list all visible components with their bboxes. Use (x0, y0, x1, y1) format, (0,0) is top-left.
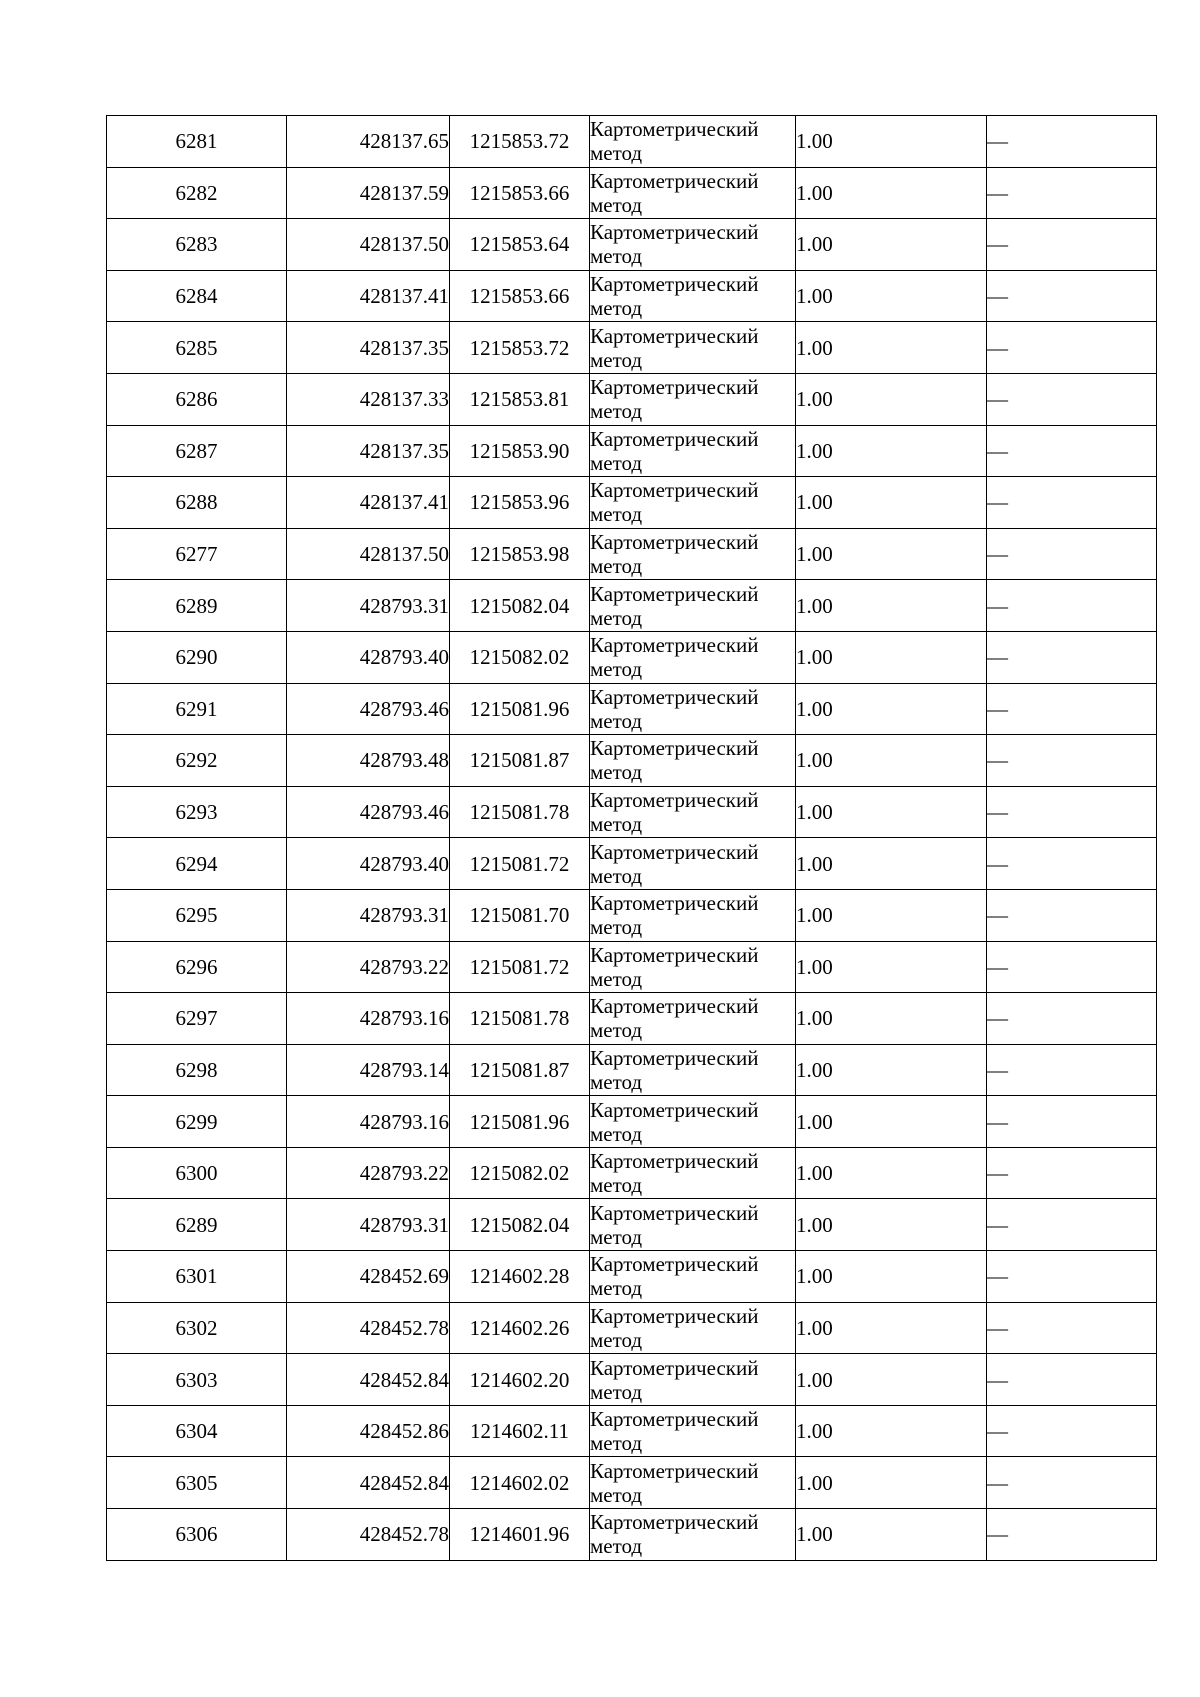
accuracy-cell: 1.00 (796, 528, 987, 580)
method-text-line: метод (590, 1482, 643, 1507)
method-text-line: метод (590, 1018, 643, 1043)
point-number-cell: 6294 (107, 838, 287, 890)
description-cell: — (987, 322, 1157, 374)
method-text-line: метод (590, 915, 643, 940)
description-cell: — (987, 631, 1157, 683)
y-coordinate-cell: 1215853.72 (450, 116, 590, 168)
method-text-line: Картометрический (590, 117, 759, 142)
accuracy-cell: 1.00 (796, 116, 987, 168)
table-row (107, 219, 1157, 271)
table-row (107, 528, 1157, 580)
method-text-line: Картометрический (590, 581, 759, 606)
description-cell: — (987, 683, 1157, 735)
method-text-line: Картометрический (590, 530, 759, 555)
method-text-line: Картометрический (590, 1149, 759, 1174)
method-cell (590, 1199, 796, 1251)
y-coordinate-cell: 1215081.72 (450, 941, 590, 993)
method-cell (590, 322, 796, 374)
description-cell: — (987, 889, 1157, 941)
method-cell (590, 735, 796, 787)
table-row (107, 1302, 1157, 1354)
description-cell: — (987, 528, 1157, 580)
y-coordinate-cell: 1215081.78 (450, 993, 590, 1045)
method-text-line: Картометрический (590, 1510, 759, 1535)
x-coordinate-cell: 428793.40 (287, 631, 450, 683)
description-cell: — (987, 1044, 1157, 1096)
point-number-cell: 6299 (107, 1096, 287, 1148)
table-row (107, 683, 1157, 735)
y-coordinate-cell: 1215082.02 (450, 1147, 590, 1199)
description-cell: — (987, 1405, 1157, 1457)
method-text-line: метод (590, 1173, 643, 1198)
y-coordinate-cell: 1214601.96 (450, 1509, 590, 1561)
description-cell: — (987, 116, 1157, 168)
method-cell (590, 373, 796, 425)
description-cell: — (987, 219, 1157, 271)
x-coordinate-cell: 428793.16 (287, 1096, 450, 1148)
point-number-cell: 6288 (107, 477, 287, 529)
method-text-line: Картометрический (590, 684, 759, 709)
y-coordinate-cell: 1215082.02 (450, 631, 590, 683)
method-text-line: Картометрический (590, 788, 759, 813)
accuracy-cell: 1.00 (796, 1509, 987, 1561)
description-cell: — (987, 941, 1157, 993)
y-coordinate-cell: 1215081.87 (450, 735, 590, 787)
y-coordinate-cell: 1215853.66 (450, 270, 590, 322)
table-row (107, 373, 1157, 425)
table-row (107, 838, 1157, 890)
method-cell (590, 1405, 796, 1457)
table-row (107, 1096, 1157, 1148)
table-row (107, 1509, 1157, 1561)
accuracy-cell: 1.00 (796, 425, 987, 477)
accuracy-cell: 1.00 (796, 993, 987, 1045)
table-row (107, 167, 1157, 219)
method-text-line: Картометрический (590, 168, 759, 193)
method-text-line: Картометрический (590, 633, 759, 658)
method-text-line: метод (590, 760, 643, 785)
description-cell: — (987, 735, 1157, 787)
y-coordinate-cell: 1215081.96 (450, 1096, 590, 1148)
accuracy-cell: 1.00 (796, 1096, 987, 1148)
description-cell: — (987, 1302, 1157, 1354)
method-cell (590, 631, 796, 683)
method-cell (590, 838, 796, 890)
point-number-cell: 6291 (107, 683, 287, 735)
accuracy-cell: 1.00 (796, 477, 987, 529)
y-coordinate-cell: 1214602.02 (450, 1457, 590, 1509)
description-cell: — (987, 1251, 1157, 1303)
method-cell (590, 167, 796, 219)
description-cell: — (987, 580, 1157, 632)
accuracy-cell: 1.00 (796, 786, 987, 838)
method-text-line: Картометрический (590, 1303, 759, 1328)
method-text-line: метод (590, 1534, 643, 1559)
method-cell (590, 1457, 796, 1509)
method-text-line: метод (590, 812, 643, 837)
y-coordinate-cell: 1215081.78 (450, 786, 590, 838)
point-number-cell: 6292 (107, 735, 287, 787)
y-coordinate-cell: 1215081.96 (450, 683, 590, 735)
x-coordinate-cell: 428793.46 (287, 683, 450, 735)
point-number-cell: 6277 (107, 528, 287, 580)
description-cell: — (987, 838, 1157, 890)
x-coordinate-cell: 428137.35 (287, 425, 450, 477)
method-text-line: Картометрический (590, 942, 759, 967)
x-coordinate-cell: 428137.65 (287, 116, 450, 168)
method-cell (590, 889, 796, 941)
method-text-line: Картометрический (590, 994, 759, 1019)
accuracy-cell: 1.00 (796, 1251, 987, 1303)
point-number-cell: 6298 (107, 1044, 287, 1096)
y-coordinate-cell: 1215081.87 (450, 1044, 590, 1096)
y-coordinate-cell: 1215853.81 (450, 373, 590, 425)
method-cell (590, 1354, 796, 1406)
point-number-cell: 6304 (107, 1405, 287, 1457)
table-row (107, 477, 1157, 529)
description-cell: — (987, 425, 1157, 477)
x-coordinate-cell: 428452.78 (287, 1509, 450, 1561)
point-number-cell: 6306 (107, 1509, 287, 1561)
y-coordinate-cell: 1215081.72 (450, 838, 590, 890)
accuracy-cell: 1.00 (796, 838, 987, 890)
method-text-line: Картометрический (590, 478, 759, 503)
x-coordinate-cell: 428137.35 (287, 322, 450, 374)
accuracy-cell: 1.00 (796, 167, 987, 219)
x-coordinate-cell: 428137.33 (287, 373, 450, 425)
method-text-line: метод (590, 605, 643, 630)
description-cell: — (987, 270, 1157, 322)
y-coordinate-cell: 1214602.26 (450, 1302, 590, 1354)
point-number-cell: 6296 (107, 941, 287, 993)
description-cell: — (987, 786, 1157, 838)
y-coordinate-cell: 1215853.66 (450, 167, 590, 219)
point-number-cell: 6295 (107, 889, 287, 941)
table-row (107, 580, 1157, 632)
x-coordinate-cell: 428452.84 (287, 1354, 450, 1406)
method-text-line: метод (590, 192, 643, 217)
x-coordinate-cell: 428137.41 (287, 270, 450, 322)
accuracy-cell: 1.00 (796, 941, 987, 993)
x-coordinate-cell: 428793.16 (287, 993, 450, 1045)
method-cell (590, 425, 796, 477)
method-text-line: метод (590, 399, 643, 424)
description-cell: — (987, 373, 1157, 425)
method-text-line: Картометрический (590, 272, 759, 297)
method-text-line: метод (590, 1276, 643, 1301)
method-text-line: метод (590, 657, 643, 682)
point-number-cell: 6297 (107, 993, 287, 1045)
x-coordinate-cell: 428793.40 (287, 838, 450, 890)
method-text-line: метод (590, 1327, 643, 1352)
x-coordinate-cell: 428452.84 (287, 1457, 450, 1509)
method-cell (590, 683, 796, 735)
accuracy-cell: 1.00 (796, 889, 987, 941)
accuracy-cell: 1.00 (796, 683, 987, 735)
method-text-line: Картометрический (590, 323, 759, 348)
x-coordinate-cell: 428137.50 (287, 528, 450, 580)
x-coordinate-cell: 428793.22 (287, 941, 450, 993)
method-cell (590, 1302, 796, 1354)
accuracy-cell: 1.00 (796, 1199, 987, 1251)
method-text-line: Картометрический (590, 839, 759, 864)
description-cell: — (987, 1147, 1157, 1199)
x-coordinate-cell: 428793.31 (287, 889, 450, 941)
accuracy-cell: 1.00 (796, 270, 987, 322)
x-coordinate-cell: 428137.41 (287, 477, 450, 529)
point-number-cell: 6287 (107, 425, 287, 477)
table-row (107, 631, 1157, 683)
point-number-cell: 6290 (107, 631, 287, 683)
x-coordinate-cell: 428793.22 (287, 1147, 450, 1199)
accuracy-cell: 1.00 (796, 1354, 987, 1406)
y-coordinate-cell: 1214602.28 (450, 1251, 590, 1303)
method-text-line: метод (590, 554, 643, 579)
description-cell: — (987, 1509, 1157, 1561)
table-row (107, 735, 1157, 787)
point-number-cell: 6300 (107, 1147, 287, 1199)
point-number-cell: 6284 (107, 270, 287, 322)
method-cell (590, 528, 796, 580)
point-number-cell: 6305 (107, 1457, 287, 1509)
accuracy-cell: 1.00 (796, 631, 987, 683)
y-coordinate-cell: 1215853.96 (450, 477, 590, 529)
x-coordinate-cell: 428793.48 (287, 735, 450, 787)
table-row (107, 425, 1157, 477)
y-coordinate-cell: 1215853.90 (450, 425, 590, 477)
x-coordinate-cell: 428793.14 (287, 1044, 450, 1096)
y-coordinate-cell: 1215082.04 (450, 580, 590, 632)
description-cell: — (987, 1096, 1157, 1148)
table-row (107, 889, 1157, 941)
method-text-line: метод (590, 141, 643, 166)
method-text-line: Картометрический (590, 426, 759, 451)
table-row (107, 270, 1157, 322)
method-text-line: Картометрический (590, 736, 759, 761)
description-cell: — (987, 477, 1157, 529)
method-text-line: метод (590, 502, 643, 527)
method-text-line: Картометрический (590, 1252, 759, 1277)
method-cell (590, 116, 796, 168)
method-cell (590, 1251, 796, 1303)
accuracy-cell: 1.00 (796, 219, 987, 271)
description-cell: — (987, 1199, 1157, 1251)
table-row (107, 322, 1157, 374)
point-number-cell: 6289 (107, 1199, 287, 1251)
accuracy-cell: 1.00 (796, 373, 987, 425)
x-coordinate-cell: 428137.50 (287, 219, 450, 271)
method-text-line: Картометрический (590, 220, 759, 245)
x-coordinate-cell: 428452.69 (287, 1251, 450, 1303)
method-text-line: Картометрический (590, 1045, 759, 1070)
coordinates-table (106, 115, 1157, 1561)
y-coordinate-cell: 1214602.20 (450, 1354, 590, 1406)
point-number-cell: 6289 (107, 580, 287, 632)
x-coordinate-cell: 428452.86 (287, 1405, 450, 1457)
table-row (107, 1354, 1157, 1406)
table-body (107, 116, 1157, 1561)
point-number-cell: 6301 (107, 1251, 287, 1303)
method-text-line: Картометрический (590, 375, 759, 400)
point-number-cell: 6282 (107, 167, 287, 219)
y-coordinate-cell: 1215853.98 (450, 528, 590, 580)
method-text-line: метод (590, 1121, 643, 1146)
method-text-line: метод (590, 1069, 643, 1094)
method-cell (590, 477, 796, 529)
method-cell (590, 219, 796, 271)
method-text-line: метод (590, 296, 643, 321)
method-text-line: метод (590, 1224, 643, 1249)
method-text-line: Картометрический (590, 1407, 759, 1432)
table-row (107, 1044, 1157, 1096)
method-text-line: метод (590, 708, 643, 733)
y-coordinate-cell: 1215081.70 (450, 889, 590, 941)
method-cell (590, 1509, 796, 1561)
method-text-line: метод (590, 863, 643, 888)
method-text-line: метод (590, 1431, 643, 1456)
method-cell (590, 1096, 796, 1148)
description-cell: — (987, 993, 1157, 1045)
point-number-cell: 6285 (107, 322, 287, 374)
point-number-cell: 6293 (107, 786, 287, 838)
table-row (107, 1457, 1157, 1509)
x-coordinate-cell: 428793.31 (287, 580, 450, 632)
description-cell: — (987, 167, 1157, 219)
y-coordinate-cell: 1215853.72 (450, 322, 590, 374)
table-row (107, 116, 1157, 168)
method-cell (590, 270, 796, 322)
accuracy-cell: 1.00 (796, 1044, 987, 1096)
point-number-cell: 6286 (107, 373, 287, 425)
method-cell (590, 1044, 796, 1096)
y-coordinate-cell: 1215853.64 (450, 219, 590, 271)
description-cell: — (987, 1457, 1157, 1509)
description-cell: — (987, 1354, 1157, 1406)
table-row (107, 993, 1157, 1045)
x-coordinate-cell: 428452.78 (287, 1302, 450, 1354)
x-coordinate-cell: 428137.59 (287, 167, 450, 219)
accuracy-cell: 1.00 (796, 735, 987, 787)
y-coordinate-cell: 1214602.11 (450, 1405, 590, 1457)
method-text-line: Картометрический (590, 1458, 759, 1483)
method-cell (590, 580, 796, 632)
method-text-line: Картометрический (590, 1097, 759, 1122)
table-row (107, 786, 1157, 838)
method-cell (590, 993, 796, 1045)
point-number-cell: 6281 (107, 116, 287, 168)
method-text-line: метод (590, 244, 643, 269)
table-row (107, 1199, 1157, 1251)
method-text-line: метод (590, 1379, 643, 1404)
method-text-line: метод (590, 966, 643, 991)
method-text-line: метод (590, 347, 643, 372)
table-row (107, 1251, 1157, 1303)
accuracy-cell: 1.00 (796, 1405, 987, 1457)
point-number-cell: 6303 (107, 1354, 287, 1406)
method-cell (590, 941, 796, 993)
table-row (107, 1405, 1157, 1457)
table-row (107, 941, 1157, 993)
point-number-cell: 6283 (107, 219, 287, 271)
method-text-line: Картометрический (590, 891, 759, 916)
method-cell (590, 786, 796, 838)
x-coordinate-cell: 428793.31 (287, 1199, 450, 1251)
accuracy-cell: 1.00 (796, 322, 987, 374)
method-cell (590, 1147, 796, 1199)
accuracy-cell: 1.00 (796, 580, 987, 632)
y-coordinate-cell: 1215082.04 (450, 1199, 590, 1251)
table-row (107, 1147, 1157, 1199)
accuracy-cell: 1.00 (796, 1302, 987, 1354)
method-text-line: метод (590, 450, 643, 475)
x-coordinate-cell: 428793.46 (287, 786, 450, 838)
point-number-cell: 6302 (107, 1302, 287, 1354)
accuracy-cell: 1.00 (796, 1457, 987, 1509)
accuracy-cell: 1.00 (796, 1147, 987, 1199)
method-text-line: Картометрический (590, 1355, 759, 1380)
method-text-line: Картометрический (590, 1200, 759, 1225)
